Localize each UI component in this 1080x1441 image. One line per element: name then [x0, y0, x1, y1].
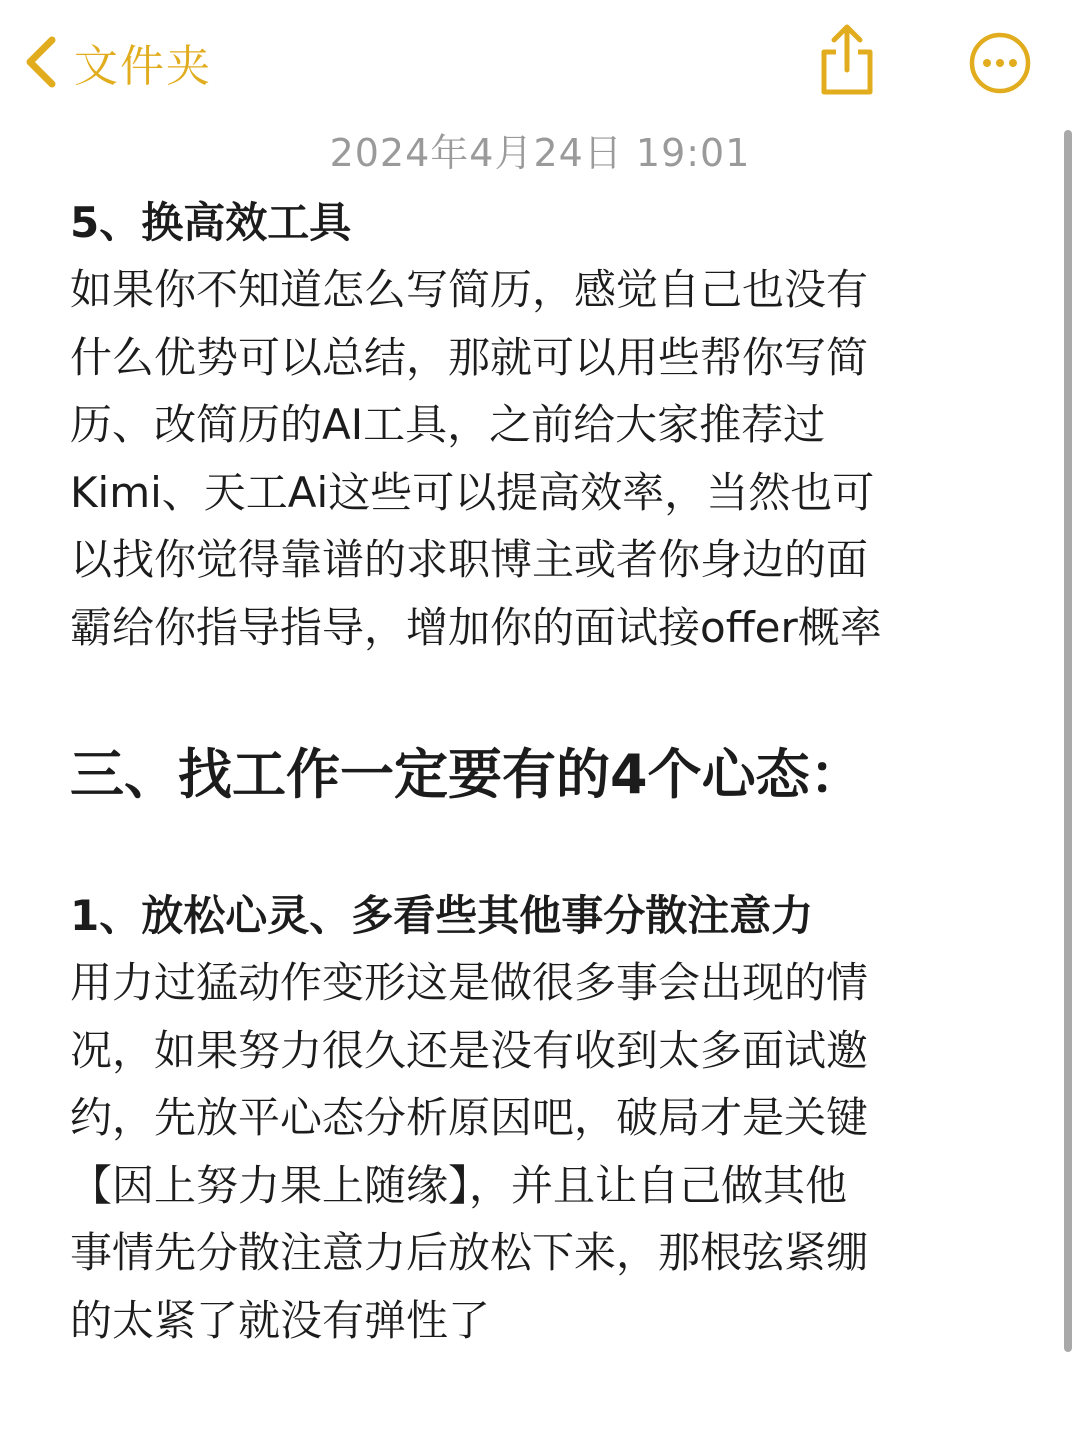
- paragraph-line: 霸给你指导指导，增加你的面试接offer概率: [70, 602, 882, 652]
- back-label: 文件夹: [74, 41, 212, 92]
- item-1-paragraph: [70, 949, 1010, 1354]
- paragraph-line: Kimi、天工Ai这些可以提高效率，当然也可: [70, 467, 875, 517]
- paragraph-line: 约，先放平心态分析原因吧，破局才是关键: [70, 1093, 869, 1142]
- paragraph-line: 的太紧了就没有弹性了: [70, 1295, 491, 1345]
- scrollbar[interactable]: [1064, 130, 1072, 1352]
- navigation-bar: [0, 0, 1080, 120]
- share-button[interactable]: [814, 22, 880, 96]
- spacer: [70, 661, 1010, 735]
- item-1-heading: 1、放松心灵、多看些其他事分散注意力: [70, 891, 814, 940]
- section-5-heading: 5、换高效工具: [70, 198, 352, 247]
- section-5-paragraph: [70, 256, 1010, 661]
- paragraph-line: 以找你觉得靠谱的求职博主或者你身边的面: [70, 535, 869, 584]
- paragraph-line: 用力过猛动作变形这是做很多事会出现的情: [70, 958, 869, 1007]
- back-button[interactable]: [22, 30, 212, 94]
- more-icon: [968, 80, 1032, 99]
- spacer: [70, 815, 1010, 883]
- chevron-left-icon: [22, 34, 58, 90]
- paragraph-line: 【因上努力果上随缘】，并且让自己做其他: [70, 1160, 848, 1210]
- paragraph-line: 如果你不知道怎么写简历，感觉自己也没有: [70, 265, 869, 314]
- more-button[interactable]: [968, 31, 1032, 95]
- paragraph-line: 况，如果努力很久还是没有收到太多面试邀: [70, 1025, 869, 1075]
- paragraph-line: 什么优势可以总结，那就可以用些帮你写简: [70, 332, 869, 382]
- paragraph-line: 事情先分散注意力后放松下来，那根弦紧绷: [70, 1228, 869, 1277]
- share-icon: [814, 81, 880, 100]
- note-body[interactable]: [70, 190, 1010, 1354]
- note-date: 2024年4月24日 19:01: [329, 131, 751, 175]
- paragraph-line: 历、改简历的AI工具，之前给大家推荐过: [70, 400, 826, 449]
- part-3-heading: 三、找工作一定要有的4个心态：: [70, 743, 864, 806]
